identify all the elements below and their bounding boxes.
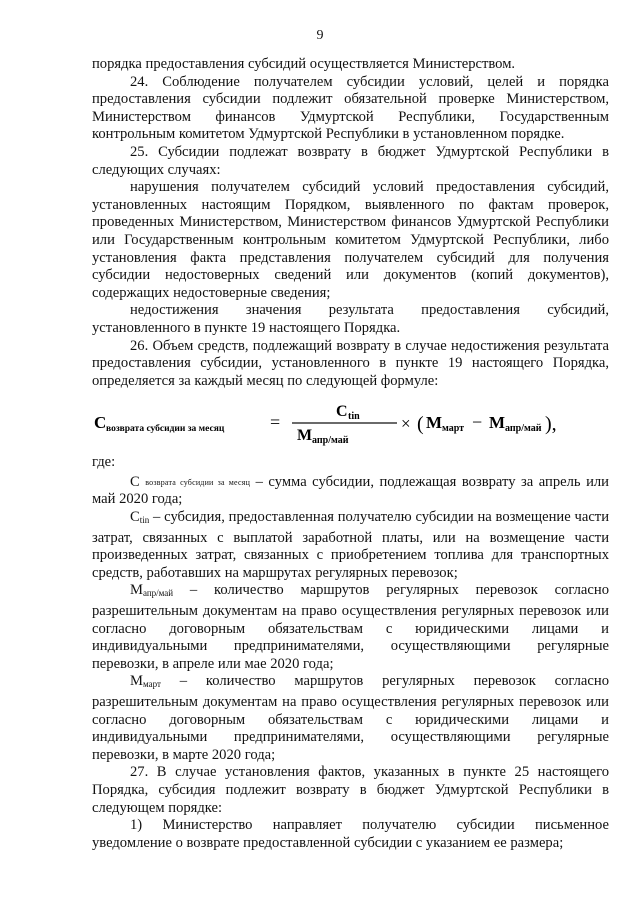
formula-close-paren: ), xyxy=(545,413,557,436)
formula-numerator-subscript: tin xyxy=(348,411,360,423)
definition-refund-amount xyxy=(92,474,609,509)
definition-symbol: М xyxy=(130,582,143,599)
definition-symbol: С xyxy=(130,509,140,526)
paragraph-continuation: порядка предоставления субсидий осуществляется Министерством. xyxy=(92,56,516,72)
definition-text: – количество маршрутов регулярных перевозок согласно разрешительным документам на право осуществления регулярных перевозок или согласно договорным обязательствам с юридическими лицами и индивидуальными предпринимателями, осуществляющими регулярные перевозки, в марте 2020 года; xyxy=(92,673,609,763)
formula-open-paren: ( xyxy=(417,413,424,436)
definition-subscript: апр/май xyxy=(142,588,174,599)
paragraph-26: 26. Объем средств, подлежащий возврату в случае недостижения результата предоставления субсидии, установленного в пункте 19 настоящего Порядка, определяется за каждый месяц по следующей формуле: xyxy=(92,337,609,389)
page-number: 9 xyxy=(316,28,324,43)
formula-denominator-symbol: М xyxy=(297,427,313,445)
formula-m2-subscript: апр/май xyxy=(505,423,542,435)
formula-m2-symbol: М xyxy=(489,413,506,433)
definition-text: – субсидия, предоставленная получателю субсидии на возмещение части затрат, связанных с выплатой заработной платы, или на возмещение части произведенных затрат, связанных с приобретением топлива для транспортных средств, работавших на маршрутах регулярных перевозок; xyxy=(92,509,609,581)
formula-times: × xyxy=(401,414,411,434)
paragraph-25-case-result: недостижения значения результата предоставления субсидий, установленного в пункте 19 настоящего Порядка. xyxy=(92,302,609,336)
where-label: где: xyxy=(92,454,116,471)
formula-graphic xyxy=(92,400,609,446)
definition-subscript: март xyxy=(142,679,161,690)
definition-subscript: возврата субсидии за месяц xyxy=(145,477,251,487)
definition-text: – сумма субсидии, подлежащая возврату за апрель или май 2020 года; xyxy=(92,473,609,508)
definition-routes-apr-may xyxy=(92,582,609,673)
definition-symbol: М xyxy=(130,673,143,690)
paragraph-24: 24. Соблюдение получателем субсидии условий, целей и порядка предоставления субсидии подлежит обязательной проверке Министерством, Министерством финансов Удмуртской Республики, Государственным контрольным комитетом Удмуртской Республики в установленном порядке. xyxy=(92,73,609,143)
definition-routes-march xyxy=(92,673,609,764)
paragraph-27-item-1: 1) Министерство направляет получателю субсидии письменное уведомление о возврате предоставленной субсидии с указанием ее размера; xyxy=(92,817,609,851)
formula-minus: − xyxy=(472,412,483,433)
formula-lhs-subscript: возврата субсидии за месяц xyxy=(106,424,225,435)
formula-m1-subscript: март xyxy=(442,423,465,435)
paragraph-25: 25. Субсидии подлежат возврату в бюджет Удмуртской Республики в следующих случаях: xyxy=(92,143,609,178)
paragraph-25-case-violation: нарушения получателем субсидий условий предоставления субсидий, установленных настоящим Порядком, выявленного по фактам проверок, проведенных Министерством, Министерством финансов Удмуртской Республики или Государственным контрольным комитетом Удмуртской Республики, либо установления факта представления получателем субсидий для получения субсидии недостоверных сведений или документов (копий документов), содержащих недостоверные сведения; xyxy=(92,179,609,301)
definition-symbol: С xyxy=(130,473,140,490)
document-body xyxy=(92,56,609,852)
definition-subsidy xyxy=(92,509,609,582)
formula-equals: = xyxy=(270,412,281,433)
formula-m1-symbol: М xyxy=(426,413,443,433)
formula-numerator-symbol: С xyxy=(336,403,348,421)
formula-lhs-symbol: С xyxy=(94,413,107,433)
formula-denominator-subscript: апр/май xyxy=(312,435,349,447)
definition-subscript: tin xyxy=(139,515,150,526)
paragraph-27: 27. В случае установления фактов, указанных в пункте 25 настоящего Порядка, субсидия подлежит возврату в бюджет Удмуртской Республики в следующем порядке: xyxy=(92,764,609,816)
refund-formula xyxy=(92,400,609,446)
definition-text: – количество маршрутов регулярных перевозок согласно разрешительным документам на право осуществления регулярных перевозок или согласно договорным обязательствам с юридическими лицами и индивидуальными предпринимателями, осуществляющими регулярные перевозки, в апреле или мае 2020 года; xyxy=(92,582,609,672)
